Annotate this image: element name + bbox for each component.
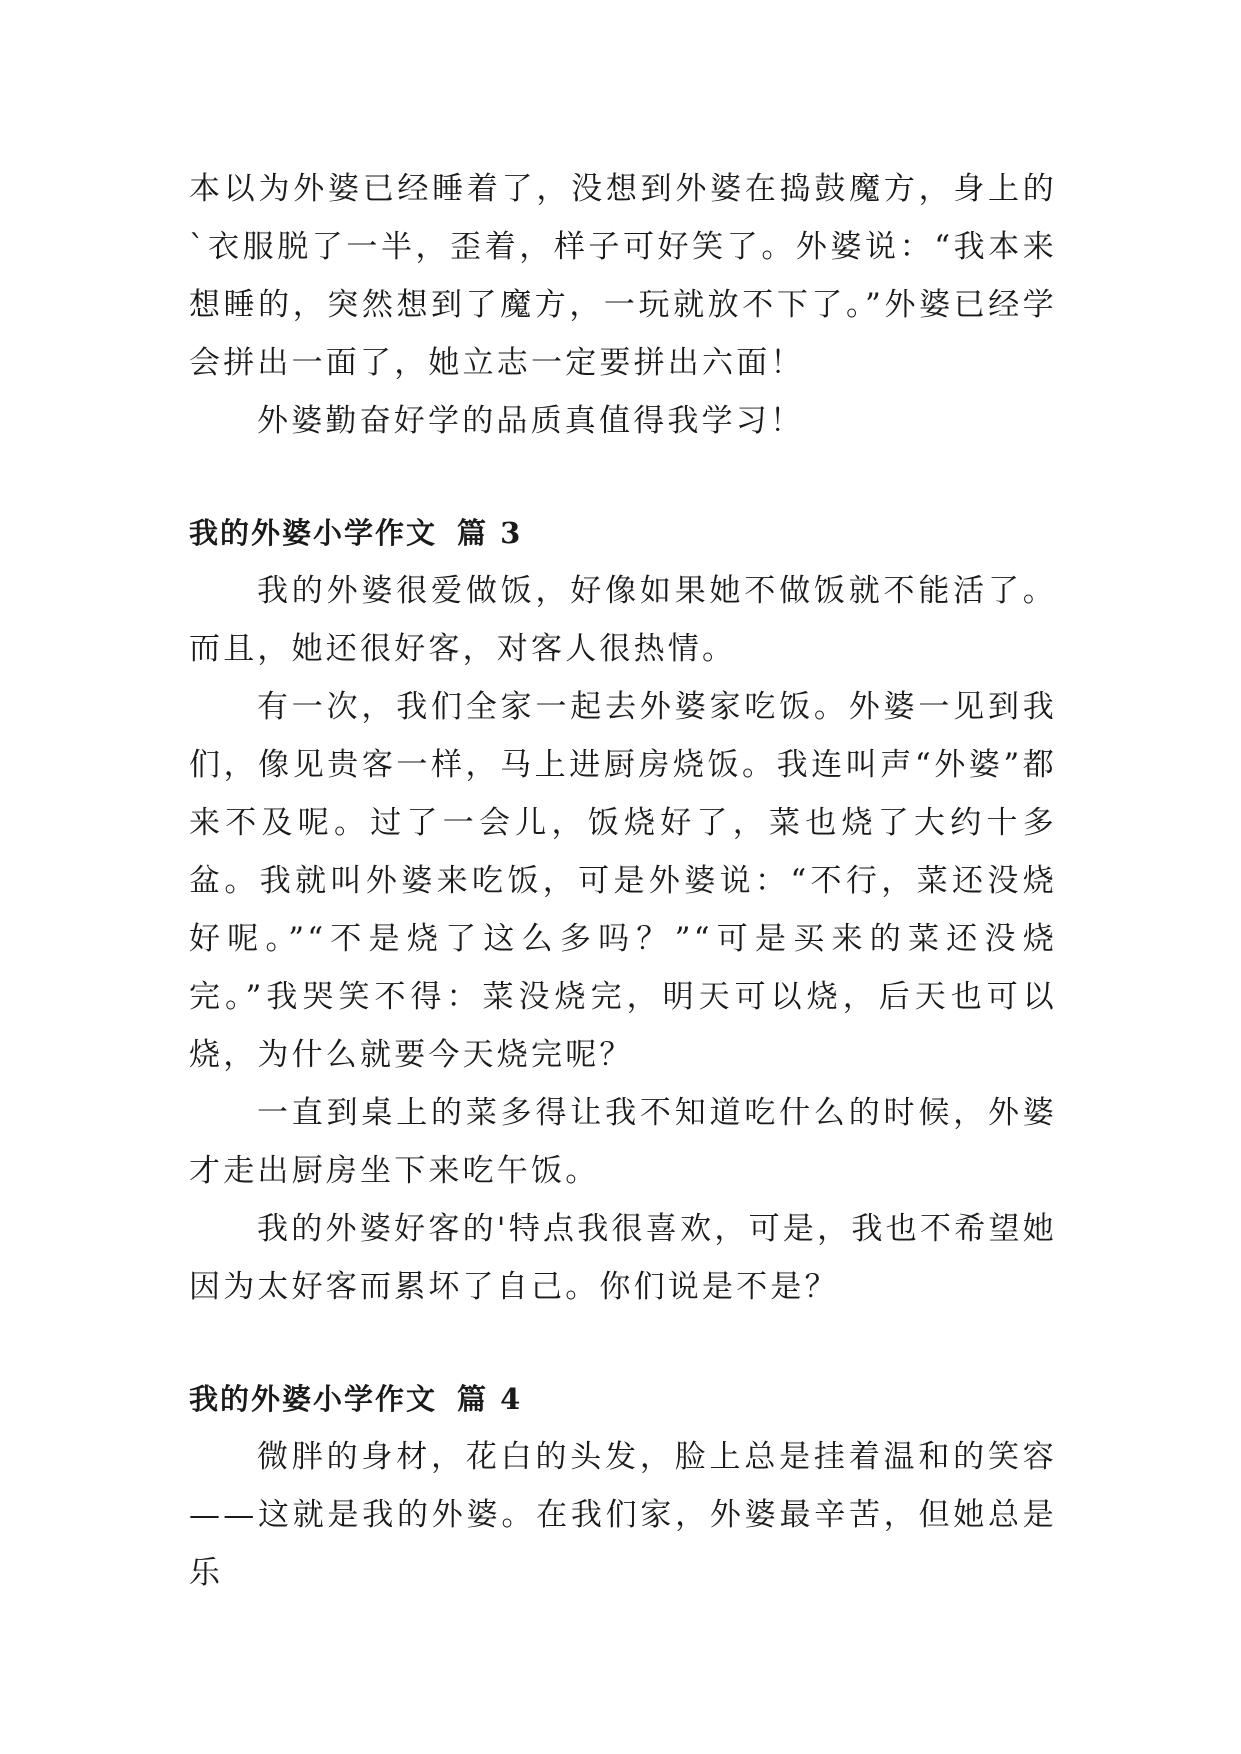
section-heading-title: 我的外婆小学作文 [189, 516, 438, 550]
paragraph: 一直到桌上的菜多得让我不知道吃什么的时候，外婆才走出厨房坐下来吃午饭。 [189, 1095, 1057, 1189]
section-heading [189, 504, 1057, 562]
paragraph: 我的外婆很爱做饭，好像如果她不做饭就不能活了。而且，她还很好客，对客人很热情。 [189, 573, 1057, 667]
paragraph: 本以为外婆已经睡着了，没想到外婆在捣鼓魔方，身上的`衣服脱了一半，歪着，样子可好笑了。外婆说：“我本来想睡的，突然想到了魔方，一玩就放不下了。”外婆已经学会拼出一面了，她立志一定要拼出六面！ [189, 171, 1057, 381]
paragraph: 微胖的身材，花白的头发，脸上总是挂着温和的笑容——这就是我的外婆。在我们家，外婆最辛苦，但她总是乐 [189, 1439, 1057, 1591]
section-heading-part: 篇 3 [457, 516, 523, 550]
section-gap [189, 450, 1057, 504]
section-heading-title: 我的外婆小学作文 [189, 1382, 438, 1416]
section-heading [189, 1370, 1057, 1428]
paragraph: 有一次，我们全家一起去外婆家吃饭。外婆一见到我们，像见贵客一样，马上进厨房烧饭。我连叫声“外婆”都来不及呢。过了一会儿，饭烧好了，菜也烧了大约十多盆。我就叫外婆来吃饭，可是外婆说：“不行，菜还没烧好呢。”“不是烧了这么多吗？”“可是买来的菜还没烧完。”我哭笑不得：菜没烧完，明天可以烧，后天也可以烧，为什么就要今天烧完呢？ [189, 689, 1057, 1073]
section-gap [189, 1316, 1057, 1370]
section-heading-part: 篇 4 [457, 1382, 523, 1416]
paragraph: 我的外婆好客的'特点我很喜欢，可是，我也不希望她因为太好客而累坏了自己。你们说是不是？ [189, 1211, 1057, 1305]
document-body [189, 160, 1057, 1602]
paragraph: 外婆勤奋好学的品质真值得我学习！ [257, 403, 805, 439]
